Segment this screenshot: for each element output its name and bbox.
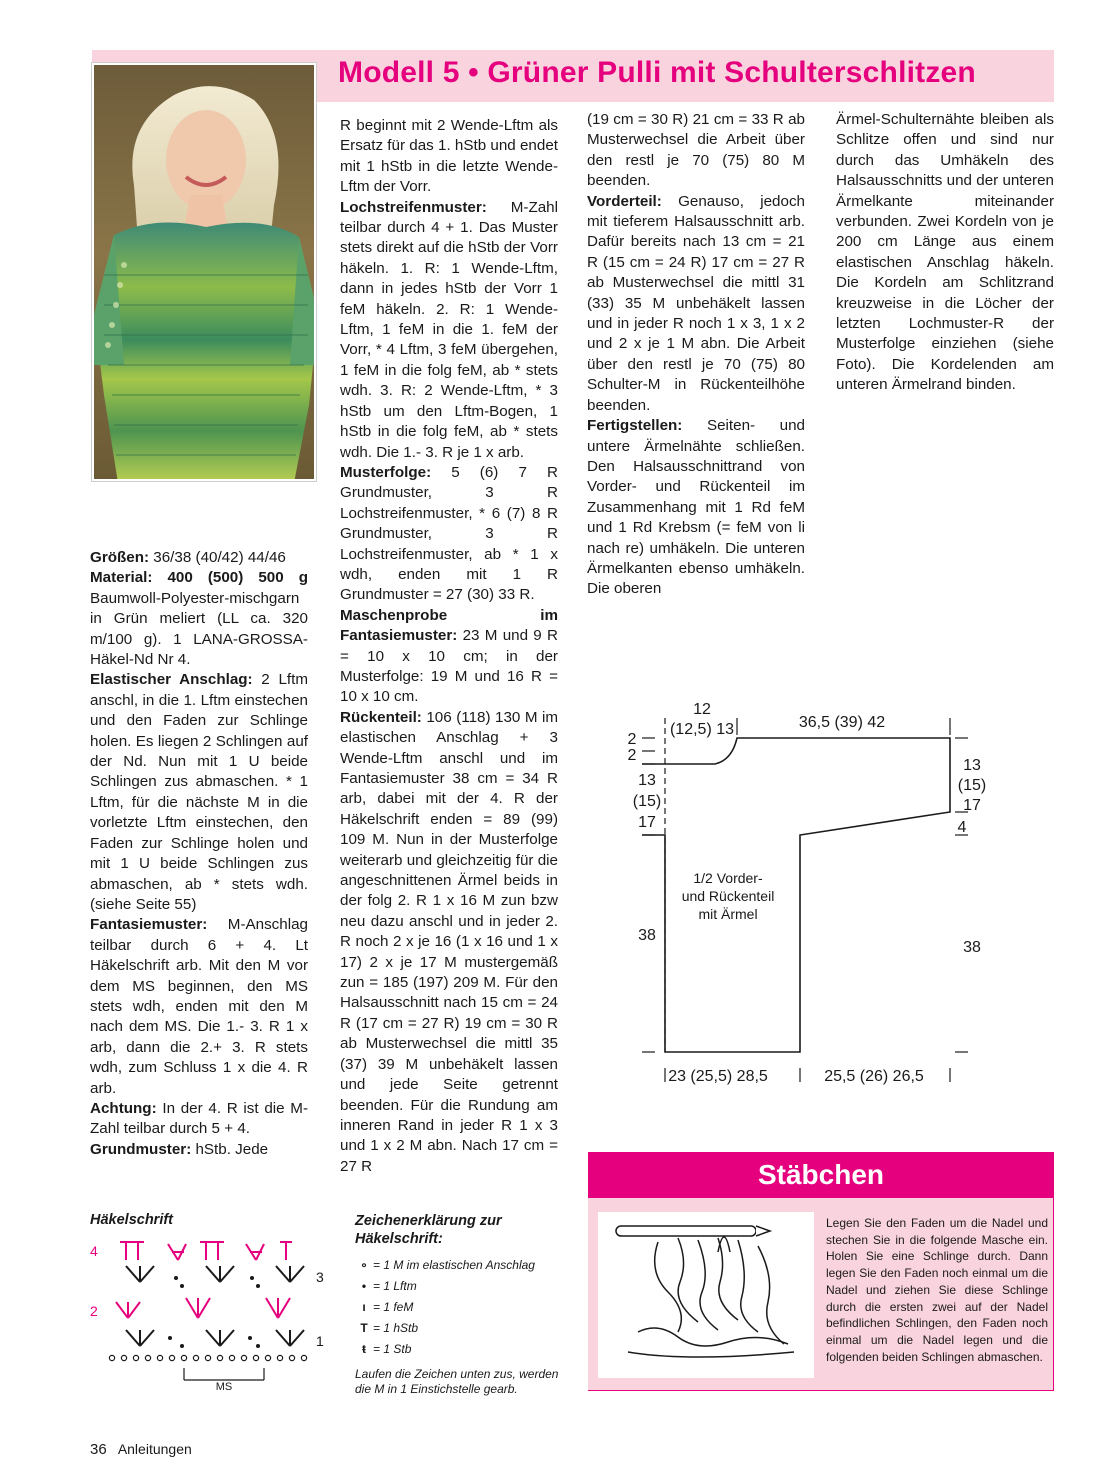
legend-item: ŧ = 1 Stb — [362, 1342, 412, 1356]
legend-item: T = 1 hStb — [360, 1321, 419, 1335]
dim-left-2b: 2 — [627, 747, 637, 764]
legend-title: Zeichenerklärung zur Häkelschrift: — [355, 1213, 502, 1247]
instructions-column-2 — [340, 116, 558, 1177]
legend-item: ∘ = 1 M im elastischen Anschlag — [360, 1258, 535, 1272]
chart-row-2-label: 2 — [90, 1303, 98, 1319]
paragraph-finishing: Fertigstellen: Seiten- und untere Ärmelnähte schließen. Den Halsausschnittrand von Vorder- und Rückenteil im Zusammenhang mit 1 Rd feM und 1 Rd Krebsm (= feM von li nach re) umhäkeln. Die unteren Ärmelkanten ebenso umhäkeln. Die oberen — [587, 417, 805, 598]
dim-right-38: 38 — [963, 939, 981, 956]
dim-left-13: 13 — [638, 772, 656, 789]
paragraph-finishing-cont: Ärmel-Schulternähte bleiben als Schlitze offen und sind nur durch das Umhäkeln des Halsausschnitts und der unteren Ärmelkante miteinander verbunden. Zwei Kordeln von je 200 cm Länge aus einem elastischen Anschlag häkeln. Die Kordeln am Schlitzrand kreuzweise in die Löcher der letzten Lochmuster-R der Musterfolge einziehen (siehe Foto). Die Kordelenden am unteren Ärmelrand binden. — [836, 111, 1054, 394]
dim-neck-width-b: (12,5) 13 — [669, 721, 735, 738]
staebchen-title: Stäbchen — [757, 1159, 885, 1190]
section-name: Anleitungen — [117, 1441, 192, 1457]
dim-left-38: 38 — [638, 927, 656, 944]
model-photo — [92, 63, 316, 481]
paragraph-back: Rückenteil: 106 (118) 130 M im elastischen Anschlag + 3 Wende-Lftm anschl und im Fantasiemuster 38 cm = 34 R arb, dabei mit der 4. R der Häkelschrift enden = 89 (99) 109 M. Nun in der Musterfolge weiterarb und gleichzeitig für die angeschnittenen Ärmel beids in der folg 2. R 1 x 16 M zun bzw neu dazu anschl und in jeder 2. R noch 2 x je 16 (1 x 16 und 1 x 17) 2 x je 17 M mustergemäß zun = 185 (197) 209 M. Für den Halsausschnitt nach 15 cm = 24 R (17 cm = 27 R) 19 cm = 30 R ab Musterwechsel die mittl 35 (37) 39 M unbehäkelt lassen und jede Seite getrennt beenden. Für die Rundung am inneren Rand in jeder R 1 x 3 und 1 x 2 M abn. Nach 17 cm = 27 R — [340, 708, 558, 1175]
chart-row-4-label: 4 — [90, 1243, 98, 1259]
instructions-column-4 — [836, 110, 1054, 396]
paragraph-elastic-cast-on: Elastischer Anschlag: 2 Lftm anschl, in die 1. Lftm einstechen und den Faden zur Schlinge holen. Es liegen 2 Schlingen auf der Nd. Nun mit 1 U beide Schlingen zus abmaschen. * 1 Lftm, für die nächste M in die vorletzte Lftm einstechen, den Faden zur Schlinge holen und mit 1 U beide Schlingen zus abmaschen, ab * stets wdh. (siehe Seite 55) — [90, 671, 308, 913]
schematic-diagram — [620, 690, 1020, 1100]
dim-left-2a: 2 — [627, 731, 637, 748]
page-title: Modell 5 • Grüner Pulli mit Schulterschlitzen — [338, 56, 976, 89]
instructions-column-3 — [587, 110, 805, 600]
model-photo-illustration — [94, 65, 316, 481]
diagram-label-1: 1/2 Vorder- — [693, 870, 763, 886]
chart-row-1-label: 1 — [316, 1333, 324, 1349]
paragraph-back-cont: (19 cm = 30 R) 21 cm = 33 R ab Musterwechsel die Arbeit über den restl je 70 (75) 80 M beenden. — [587, 111, 805, 190]
dim-left-17: 17 — [638, 814, 656, 831]
page-footer — [90, 1441, 192, 1458]
dim-right-13: 13 — [963, 757, 981, 774]
paragraph-gauge: Maschenprobe im Fantasiemuster: 23 M und 9 R = 10 x 10 cm; in der Musterfolge: 19 M und 16 R = 10 x 10 cm. — [340, 606, 558, 706]
paragraph-front: Vorderteil: Genauso, jedoch mit tieferem Halsausschnitt arb. Dafür bereits nach 13 cm = 21 R (15 cm = 24 R) 17 cm = 27 R ab Musterwechsel die mittl 31 (33) 35 M unbehäkelt lassen und in jeder R noch 1 x 3, 1 x 2 und 2 x je 1 M abn. Die Arbeit über den restl je 70 (75) 80 Schulter-M in Rückenteilhöhe beenden. — [587, 192, 805, 414]
dim-right-4: 4 — [957, 819, 967, 836]
staebchen-illustration — [598, 1212, 814, 1378]
crochet-chart — [86, 1234, 336, 1394]
staebchen-text: Legen Sie den Faden um die Nadel und stechen Sie in die folgende Masche ein. Holen Sie eine Schlinge durch. Dann legen Sie den Faden noch einmal um die Nadel und ziehen Sie diese Schlinge durch die ersten zwei auf der Nadel befindlichen Schlingen, den Faden noch einmal um die Nadel legen und die folgenden beiden Schlingen abmaschen. — [826, 1216, 1048, 1364]
dim-left-15: (15) — [632, 793, 662, 810]
dim-right-15: (15) — [957, 777, 987, 794]
paragraph-eyelet-pattern: Lochstreifenmuster: M-Zahl teilbar durch 4 + 1. Das Muster stets direkt auf die hStb der Vorr häkeln. 1. R: 1 Wende-Lftm, dann in jedes hStb der Vorr 1 feM häkeln. 2. R: 1 Wende-Lftm, 1 feM in die 1. feM der Vorr, * 4 Lftm, 3 feM übergehen, 1 feM in die folg feM, ab * stets wdh. 3. R: 2 Wende-Lftm, * 3 hStb um den Lftm-Bogen, 1 hStb in die folg feM, ab * stets wdh. Die 1.- 3. R je 1 x arb. — [340, 198, 558, 461]
chart-ms-label: MS — [215, 1381, 233, 1393]
paragraph-basic-pattern: Grundmuster: hStb. Jede — [90, 1140, 269, 1158]
paragraph-pattern-sequence: Musterfolge: 5 (6) 7 R Grundmuster, 3 R Lochstreifenmuster, * 6 (7) 8 R Grundmuster, 3 R Lochstreifenmuster, ab * 1 x wdh, enden mit 1 R Grundmuster = 27 (30) 33 R. — [340, 463, 558, 604]
legend-note: Laufen die Zeichen unten zus, werden die M in 1 Einstichstelle gearb. — [355, 1367, 559, 1396]
diagram-label-2: und Rückenteil — [681, 888, 775, 904]
dim-shoulder-width: 36,5 (39) 42 — [798, 714, 886, 731]
paragraph-attention: Achtung: In der 4. R ist die M-Zahl teilbar durch 5 + 4. — [90, 1099, 308, 1138]
legend — [355, 1255, 575, 1360]
paragraph-sizes: Größen: 36/38 (40/42) 44/46 — [90, 549, 286, 566]
page-number: 36 — [90, 1441, 107, 1458]
legend-item: • = 1 Lftm — [361, 1279, 417, 1293]
dim-bottom-left: 23 (25,5) 28,5 — [668, 1068, 768, 1085]
chart-row-3-label: 3 — [316, 1269, 324, 1285]
chart-title: Häkelschrift — [90, 1212, 174, 1228]
paragraph-fancy-pattern: Fantasiemuster: M-Anschlag teilbar durch 6 + 4. Lt Häkelschrift arb. Mit den M vor dem MS beginnen, den MS stets wdh, enden mit den M nach dem MS. Die 1.- 3. R 1 x arb, dann die 2.+ 3. R stets wdh, zum Schluss 1 x die 4. R arb. — [90, 916, 308, 1097]
dim-right-17: 17 — [963, 797, 981, 814]
paragraph-material: Material: 400 (500) 500 g Baumwoll-Polyester-mischgarn in Grün meliert (LL ca. 320 m/100 g). 1 LANA-GROSSA-Häkel-Nd Nr 4. — [90, 569, 308, 669]
paragraph-basic-pattern-cont: R beginnt mit 2 Wende-Lftm als Ersatz für das 1. hStb und endet mit 1 hStb in die letzte Wende-Lftm der Vorr. — [340, 117, 558, 196]
instructions-column-1 — [90, 548, 308, 1160]
dim-bottom-right: 25,5 (26) 26,5 — [824, 1068, 924, 1085]
diagram-label-3: mit Ärmel — [698, 906, 758, 922]
dim-neck-width-a: 12 — [693, 701, 711, 718]
legend-item: ı = 1 feM — [362, 1300, 414, 1314]
